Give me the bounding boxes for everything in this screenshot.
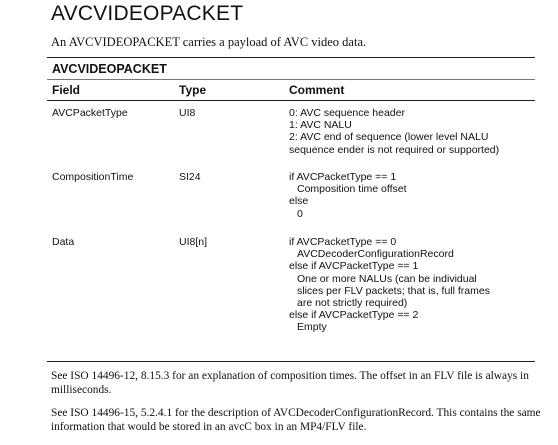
header-field: Field [52, 83, 81, 97]
row-type: UI8[n] [179, 236, 208, 248]
row-field: Data [52, 236, 75, 248]
comment-line: sequence ender is not required or supported) [289, 143, 500, 156]
intro-text: An AVCVIDEOPACKET carries a payload of AVC video data. [51, 35, 367, 49]
row-field: CompositionTime [52, 171, 134, 183]
comment-line: Empty [297, 321, 327, 334]
comment-line: Composition time offset [297, 183, 407, 196]
comment-line: if AVCPacketType == 1 [289, 171, 397, 183]
comment-line: are not strictly required) [297, 297, 408, 310]
header-comment: Comment [289, 83, 345, 97]
comment-line: One or more NALUs (can be individual [297, 272, 477, 285]
comment-line: AVCDecoderConfigurationRecord [297, 248, 454, 261]
table-row [47, 101, 535, 165]
row-comment [289, 236, 535, 352]
row-type: UI8 [179, 107, 196, 119]
note-decoder-config: See ISO 14496-15, 5.2.4.1 for the description of AVCDecoderConfigurationRecord. This contains the same information that would be stored in an avcC box in an MP4/FLV file. [51, 407, 541, 433]
table-row [47, 230, 535, 352]
note-composition-times: See ISO 14496-12, 8.15.3 for an explanation of composition times. The offset in an FLV file is always in milliseconds. [51, 370, 529, 396]
table-title: AVCVIDEOPACKET [52, 62, 167, 76]
comment-line: else if AVCPacketType == 1 [289, 260, 419, 273]
avcvideopacket-table [47, 57, 535, 352]
section-title: AVCVIDEOPACKET [51, 2, 244, 25]
comment-line: 1: AVC NALU [289, 119, 352, 132]
comment-line: 0 [297, 207, 303, 220]
table-row [47, 165, 535, 230]
comment-line: else [289, 195, 309, 208]
comment-line: if AVCPacketType == 0 [289, 236, 397, 248]
row-type: SI24 [179, 171, 201, 183]
table-bottom-rule [47, 361, 535, 362]
comment-line: 0: AVC sequence header [289, 107, 405, 119]
row-comment [289, 171, 535, 230]
comment-line: else if AVCPacketType == 2 [289, 309, 419, 322]
header-type: Type [179, 83, 207, 97]
row-field: AVCPacketType [52, 107, 128, 119]
table-header-row [47, 79, 535, 100]
comment-line: 2: AVC end of sequence (lower level NALU [289, 131, 489, 144]
comment-line: slices per FLV packets; that is, full frames [297, 284, 490, 297]
row-comment [289, 107, 535, 165]
